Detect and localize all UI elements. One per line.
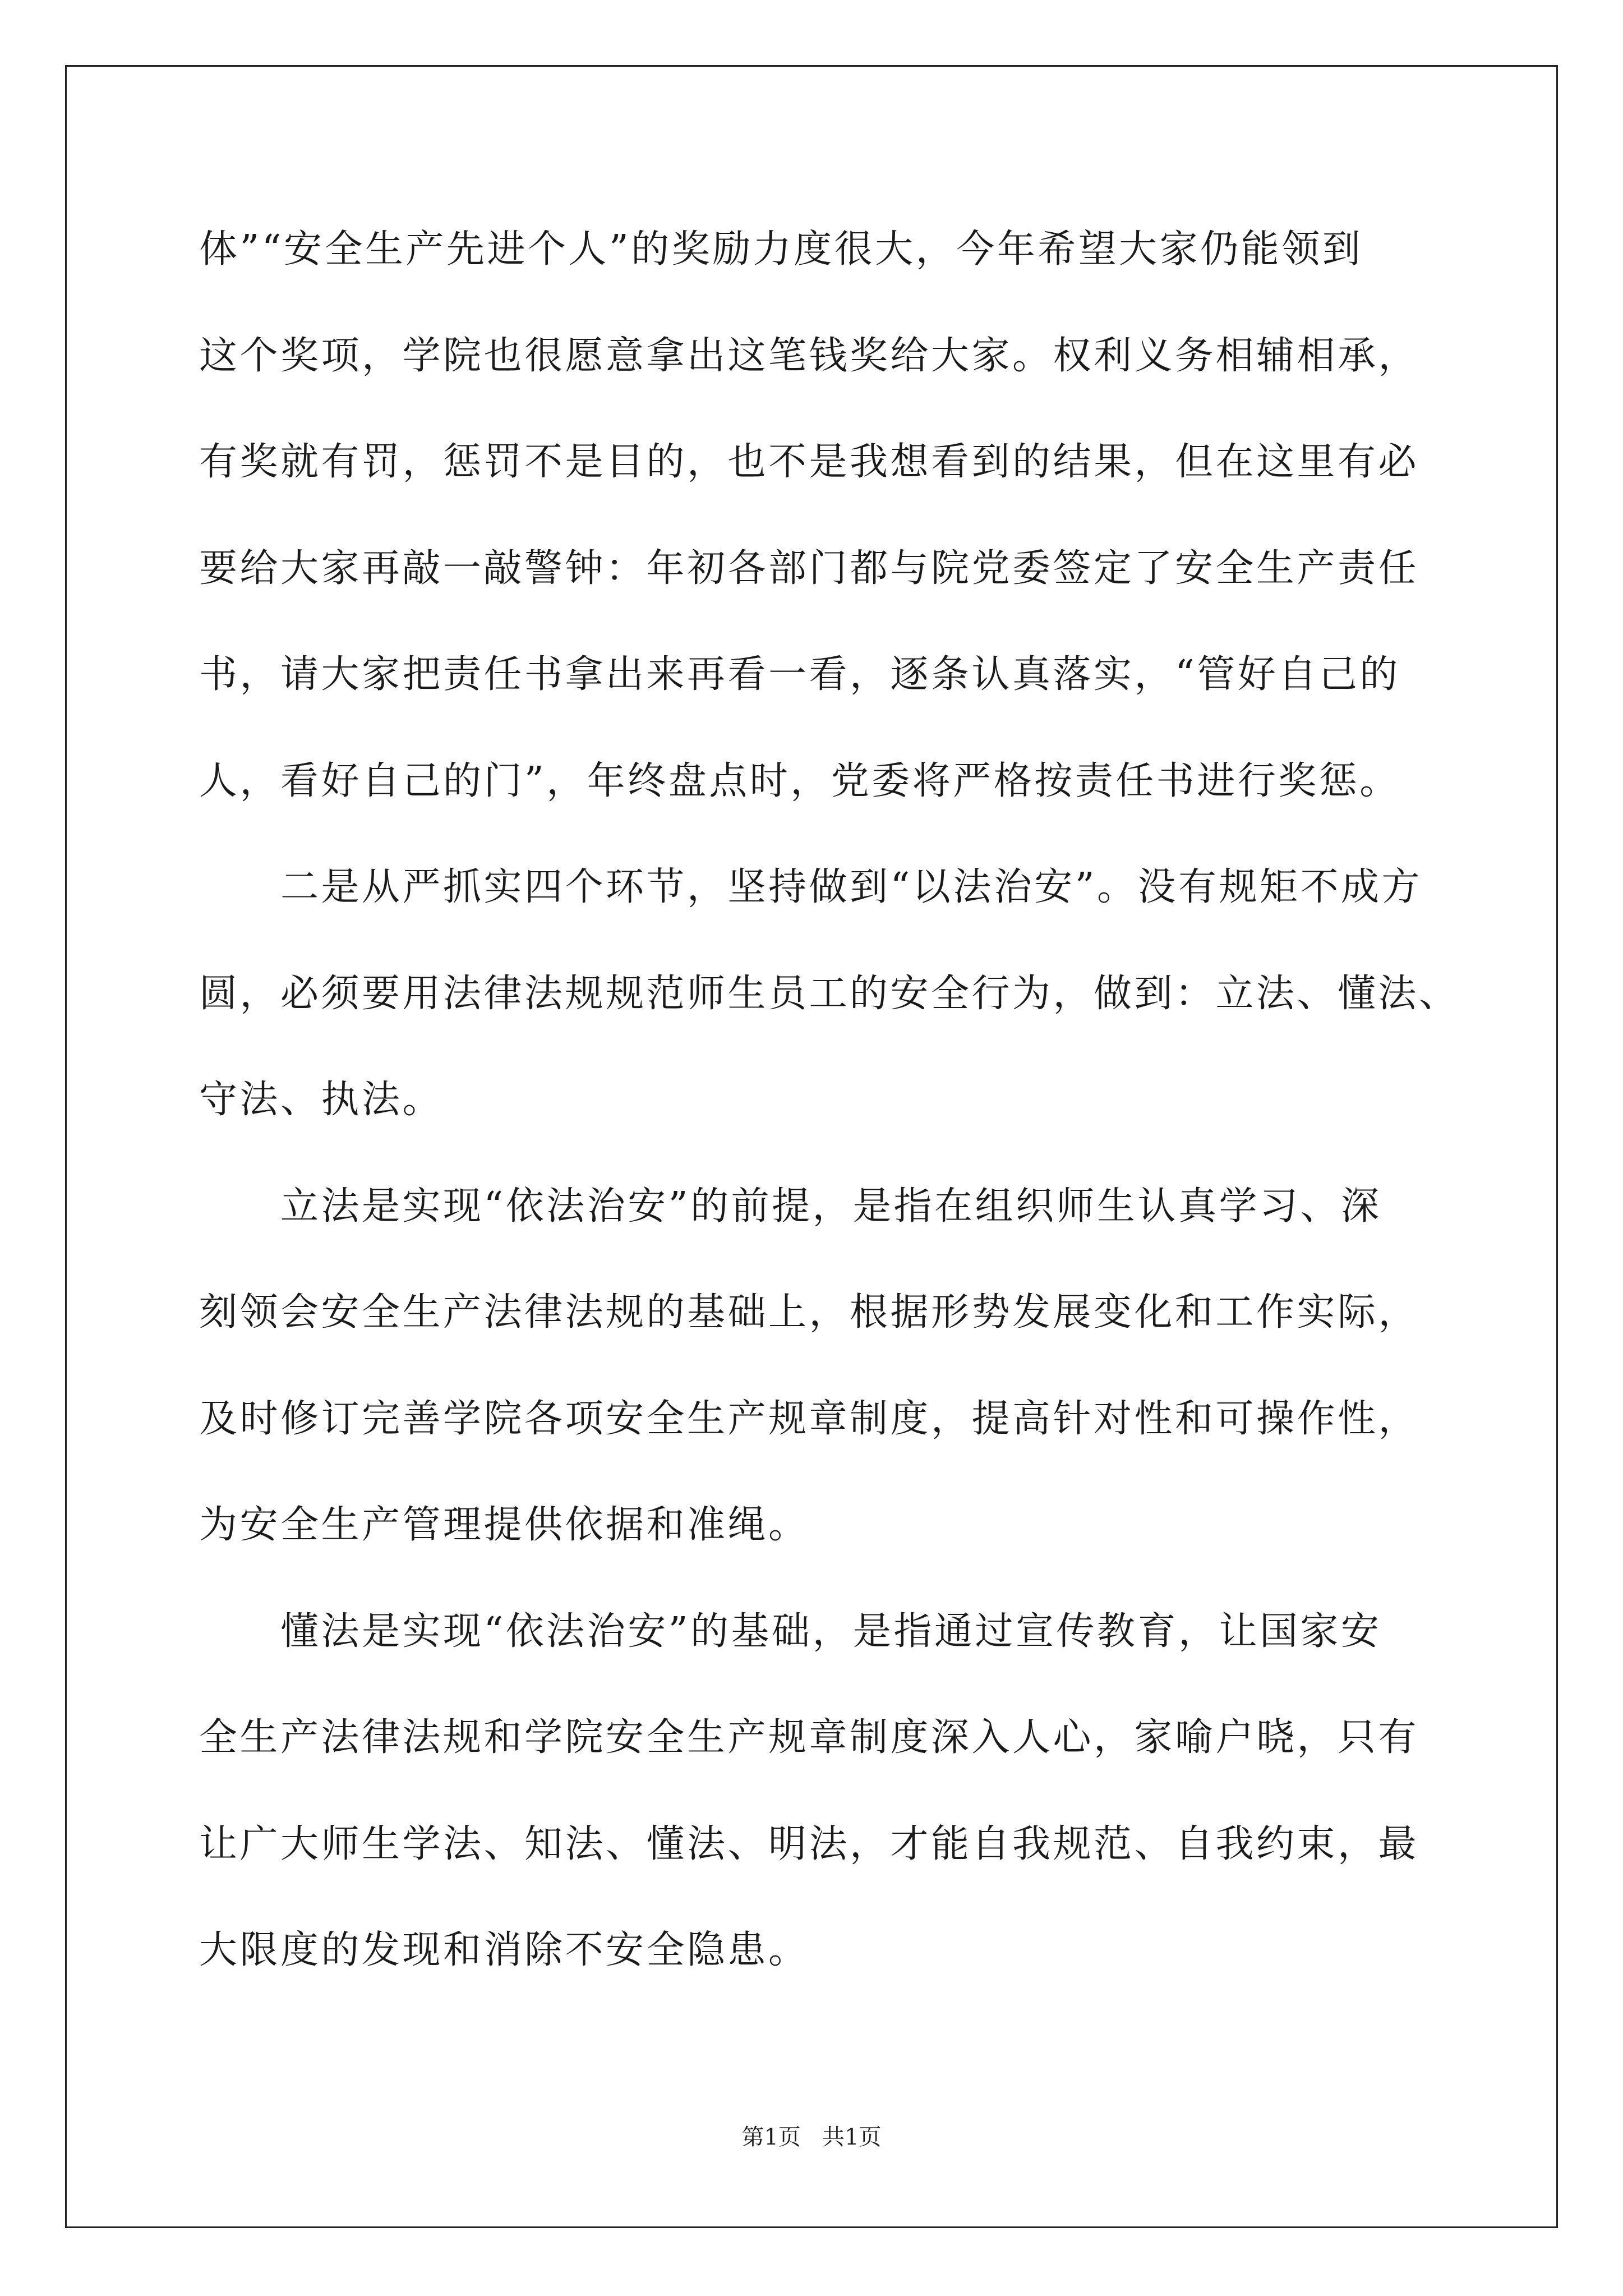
text-line: 及时修订完善学院各项安全生产规章制度，提高针对性和可操作性， [199,1396,1419,1441]
text-lines [199,219,1460,2026]
text-line: 守法、执法。 [199,1078,444,1122]
text-line: 二是从严抓实四个环节，坚持做到“以法治安”。没有规矩不成方 [280,865,1423,909]
document-body [199,219,1460,2026]
text-line: 圆，必须要用法律法规规范师生员工的安全行为，做到：立法、懂法、 [199,971,1460,1016]
text-line: 全生产法律法规和学院安全生产规章制度深入人心，家喻户晓，只有 [199,1715,1419,1760]
text-line: 大限度的发现和消除不安全隐患。 [199,1928,809,1972]
text-line: 懂法是实现“依法治安”的基础，是指通过宣传教育，让国家安 [280,1609,1382,1654]
text-line: 书，请大家把责任书拿出来再看一看，逐条认真落实，“管好自己的 [199,652,1400,697]
text-line: 为安全生产管理提供依据和准绳。 [199,1503,809,1547]
text-line: 体”“安全生产先进个人”的奖励力度很大，今年希望大家仍能领到 [199,227,1363,272]
text-line: 要给大家再敲一敲警钟：年初各部门都与院党委签定了安全生产责任 [199,546,1419,591]
text-line: 刻领会安全生产法律法规的基础上，根据形势发展变化和工作实际， [199,1290,1419,1335]
page-footer: 第1页 共1页 [741,2124,882,2150]
text-line: 立法是实现“依法治安”的前提，是指在组织师生认真学习、深 [280,1184,1382,1228]
text-line: 有奖就有罚，惩罚不是目的，也不是我想看到的结果，但在这里有必 [199,440,1419,484]
text-line: 这个奖项，学院也很愿意拿出这笔钱奖给大家。权利义务相辅相承， [199,333,1419,378]
text-line: 让广大师生学法、知法、懂法、明法，才能自我规范、自我约束，最 [199,1821,1419,1866]
text-line: 人，看好自己的门”，年终盘点时，党委将严格按责任书进行奖惩。 [199,758,1400,803]
